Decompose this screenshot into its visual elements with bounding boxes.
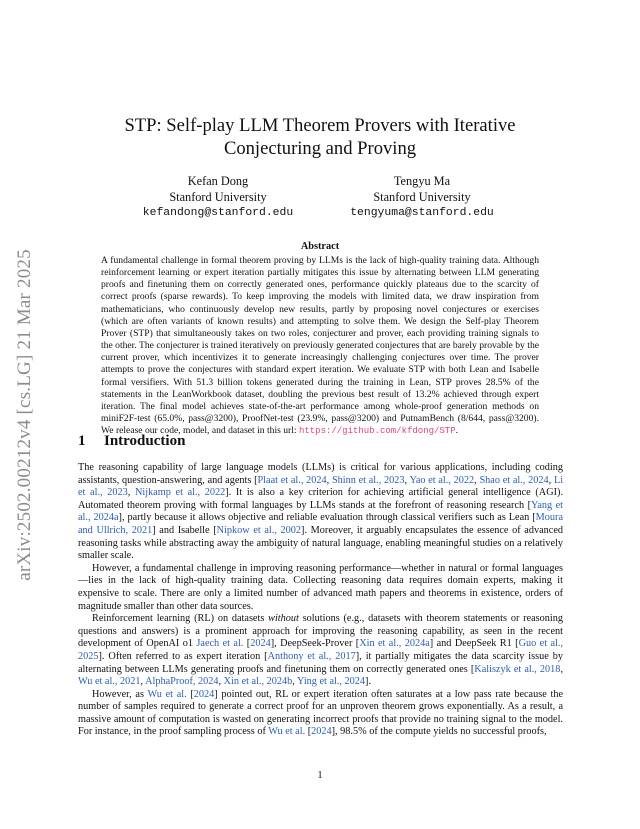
paragraph (78, 462, 563, 563)
citation-link[interactable]: Ying et al., 2024 (297, 676, 366, 688)
paragraph-text: solutions (e.g., datasets with theorem statements or reasoning questions and answers) is a prominent approach for improving the reasoning capability, as seen in the recent development of OpenAI o1 (78, 613, 564, 650)
paragraph-text: The reasoning capability of large language models (LLMs) is critical for various applications, including coding assistants, question-answering, and agents [ (78, 462, 563, 486)
paragraph-text: ], DeepSeek-Prover [ (270, 638, 360, 650)
citation-link[interactable]: Wu et al., 2021 (78, 676, 141, 688)
citation-link[interactable]: 2024 (311, 726, 332, 738)
paragraph-text: , (560, 663, 563, 675)
citation-link[interactable]: Plaat et al., 2024 (257, 474, 327, 486)
citation-link[interactable]: Wu et al. (268, 726, 306, 738)
citation-link[interactable]: Yao et al., 2022 (409, 474, 475, 486)
section-title: Introduction (104, 433, 186, 449)
citation-link[interactable]: Wu et al. (147, 688, 187, 700)
abstract-text: A fundamental challenge in formal theorem proving by LLMs is the lack of high-quality training data. Although reinforcement learning or expert iteration partially mitigates this issue by alternating between LLM generating proofs and finetuning them on correctly generated ones, performance quickly plateaus due to the scarcity of correct proofs (sparse rewards). To keep improving the models with limited data, we draw inspiration from mathematicians, who continuously develop new results, partly by proposing novel conjectures or exercises (which are often variants of known results) and attempting to solve them. We design the Self-play Theorem Prover (STP) that simultaneously takes on two roles, conjecturer and prover, each providing training signals to the other. The conjecturer is trained iteratively on previously generated conjectures that are barely provable by the current prover, which incentivizes it to generate increasingly challenging conjectures over time. The prover attempts to prove the conjectures with standard expert iteration. We evaluate STP with both Lean and Isabelle formal versifiers. With 51.3 billion tokens generated during the training in Lean, STP proves 28.5% of the statements in the LeanWorkbook dataset, doubling the previous best result of 13.2% achieved through expert iteration. The final model achieves state-of-the-art performance among whole-proof generation methods on miniF2F-test (65.0%, pass@3200), ProofNet-test (23.9%, pass@3200) and PutnamBench (8/644, pass@3200). We release our code, model, and dataset in this url: (101, 255, 539, 437)
citation-link[interactable]: Xin et al., 2024a (359, 638, 430, 650)
author-email[interactable]: kefandong@stanford.edu (142, 207, 294, 219)
paper-title: STP: Self-play LLM Theorem Provers with Iterative Conjecturing and Proving (124, 115, 516, 159)
section-body (78, 462, 563, 739)
paragraph-text: , (218, 676, 224, 688)
citation-link[interactable]: Kaliszyk et al., 2018 (474, 663, 561, 675)
section-heading (78, 433, 185, 450)
paragraph (78, 613, 563, 689)
citation-link[interactable]: Anthony et al., 2017 (267, 650, 356, 662)
author-block-2 (342, 173, 502, 221)
paragraph-text: , (292, 676, 297, 688)
abstract-heading: Abstract (300, 241, 340, 252)
author-name: Tengyu Ma (393, 174, 451, 188)
citation-link[interactable]: Yang et al., 2024a (78, 499, 564, 524)
paragraph-text: However, as (92, 688, 148, 700)
citation-link[interactable]: Li et al., 2023 (78, 474, 564, 499)
paragraph-text: However, a fundamental challenge in improving reasoning performance—whether in natural or formal languages—lies in the lack of high-quality training data. Collecting reasoning data requires domain experts, making it expensive to scale. There are only a limited number of advanced math papers and theorems in existence, orders of magnitude smaller than other data sources. (78, 562, 563, 612)
citation-link[interactable]: Moura and Ullrich, 2021 (78, 512, 563, 536)
paragraph-text: ]. It is also a key criterion for achieving artificial general intelligence (AGI). Automated theorem proving with formal languages by LLMs stands at the forefront of reasoning research [ (78, 487, 564, 511)
paragraph-text: ], 98.5% of the compute yields no successful proofs, (331, 726, 547, 738)
paragraph-text: ] pointed out, RL or expert iteration often saturates at a low pass rate because the number of samples required to generate a correct proof for an unproven theorem grows exponentially. As a result, a massive amount of computation is wasted on generating incorrect proofs that provide no training signal to the model. For instance, in the proof sampling process of (78, 688, 563, 738)
paragraph-text: ], partly because it allows objective and reliable evaluation through classical verifiers such as Lean [ (118, 512, 536, 524)
citation-link[interactable]: Shao et al., 2024 (479, 474, 549, 486)
citation-link[interactable]: 2024 (250, 638, 271, 650)
paragraph-text: , (140, 676, 146, 688)
paragraph-text: , (474, 474, 480, 486)
citation-link[interactable]: 2024 (193, 688, 215, 700)
paragraph-text: Reinforcement learning (RL) on datasets (92, 613, 269, 625)
paragraph-text: [ (243, 638, 251, 650)
paragraph-text: ]. (365, 676, 372, 688)
citation-link[interactable]: Xin et al., 2024b (223, 676, 293, 688)
paragraph-text: ] and DeepSeek R1 [ (429, 638, 519, 650)
paragraph-text: ]. Moreover, it arguably encapsulates the essence of advanced reasoning tasks while abstracting away the ambiguity of natural language, enabling meaningful studies on a relatively smaller scale. (78, 524, 563, 562)
author-block-1 (133, 173, 303, 221)
author-name: Kefan Dong (187, 174, 249, 188)
citation-link[interactable]: Jaech et al. (196, 638, 244, 650)
paragraph-text: , (404, 474, 410, 486)
arxiv-identifier (10, 215, 40, 615)
citation-link[interactable]: Nijkamp et al., 2022 (134, 487, 226, 499)
code-url-link[interactable]: https://github.com/kfdong/STP (298, 426, 456, 437)
paragraph-text: without (268, 613, 299, 625)
citation-link[interactable]: Guo et al., 2025 (78, 638, 563, 662)
author-affiliation: Stanford University (169, 190, 267, 204)
paragraph-text: ] and Isabelle [ (152, 524, 217, 536)
paragraph-text: ]. Often referred to as expert iteration [ (98, 650, 268, 662)
page-number: 1 (317, 770, 323, 781)
citation-link[interactable]: Shinn et al., 2023 (331, 474, 405, 486)
arxiv-id-text: arXiv:2502.00212v4 [cs.LG] 21 Mar 2025 (14, 249, 35, 581)
abstract-body: A fundamental challenge in formal theorem proving by LLMs is the lack of high-quality training data. Although reinforcement learning or expert iteration partially mitigates this issue by alternating between LLM generating proofs and finetuning them on correctly generated ones, performance quickly plateaus due to the scarcity of correct proofs (sparse rewards). To keep improving the models with limited data, we draw inspiration from mathematicians, who continuously develop new results, partly by proposing novel conjectures or exercises (which are often variants of known results) and attempting to solve them. We design the Self-play Theorem Prover (STP) that simultaneously takes on two roles, conjecturer and prover, each providing training signals to the other. The conjecturer is trained iteratively on previously generated conjectures that are barely provable by the current prover, which incentivizes it to generate increasingly challenging conjectures over time. The prover attempts to prove the conjectures with standard expert iteration. We evaluate STP with both Lean and Isabelle formal versifiers. With 51.3 billion tokens generated during the training in Lean, STP proves 28.5% of the statements in the LeanWorkbook dataset, doubling the previous best result of 13.2% achieved through expert iteration. The final model achieves state-of-the-art performance among whole-proof generation methods on miniF2F-test (65.0%, pass@3200), ProofNet-test (23.9%, pass@3200) and PutnamBench (8/644, pass@3200). We release our code, model, and dataset in this url: https://github.com/kfdong/STP. (101, 255, 539, 437)
citation-link[interactable]: Nipkow et al., 2002 (216, 524, 302, 536)
paragraph-text: , (127, 487, 135, 499)
paragraph (78, 563, 563, 613)
paragraph-text: [ (305, 726, 312, 738)
paragraph-text: , (548, 474, 554, 486)
paragraph (78, 689, 563, 739)
citation-link[interactable]: AlphaProof, 2024 (145, 676, 219, 688)
author-email[interactable]: tengyuma@stanford.edu (350, 207, 494, 219)
paragraph-text: ], it partially mitigates the data scarcity issue by alternating between LLMs generating proofs and finetuning them on correctly generated ones [ (78, 650, 564, 675)
paragraph-text: , (326, 474, 332, 486)
section-number: 1 (78, 433, 86, 449)
author-affiliation: Stanford University (373, 190, 471, 204)
paragraph-text: [ (186, 688, 194, 700)
